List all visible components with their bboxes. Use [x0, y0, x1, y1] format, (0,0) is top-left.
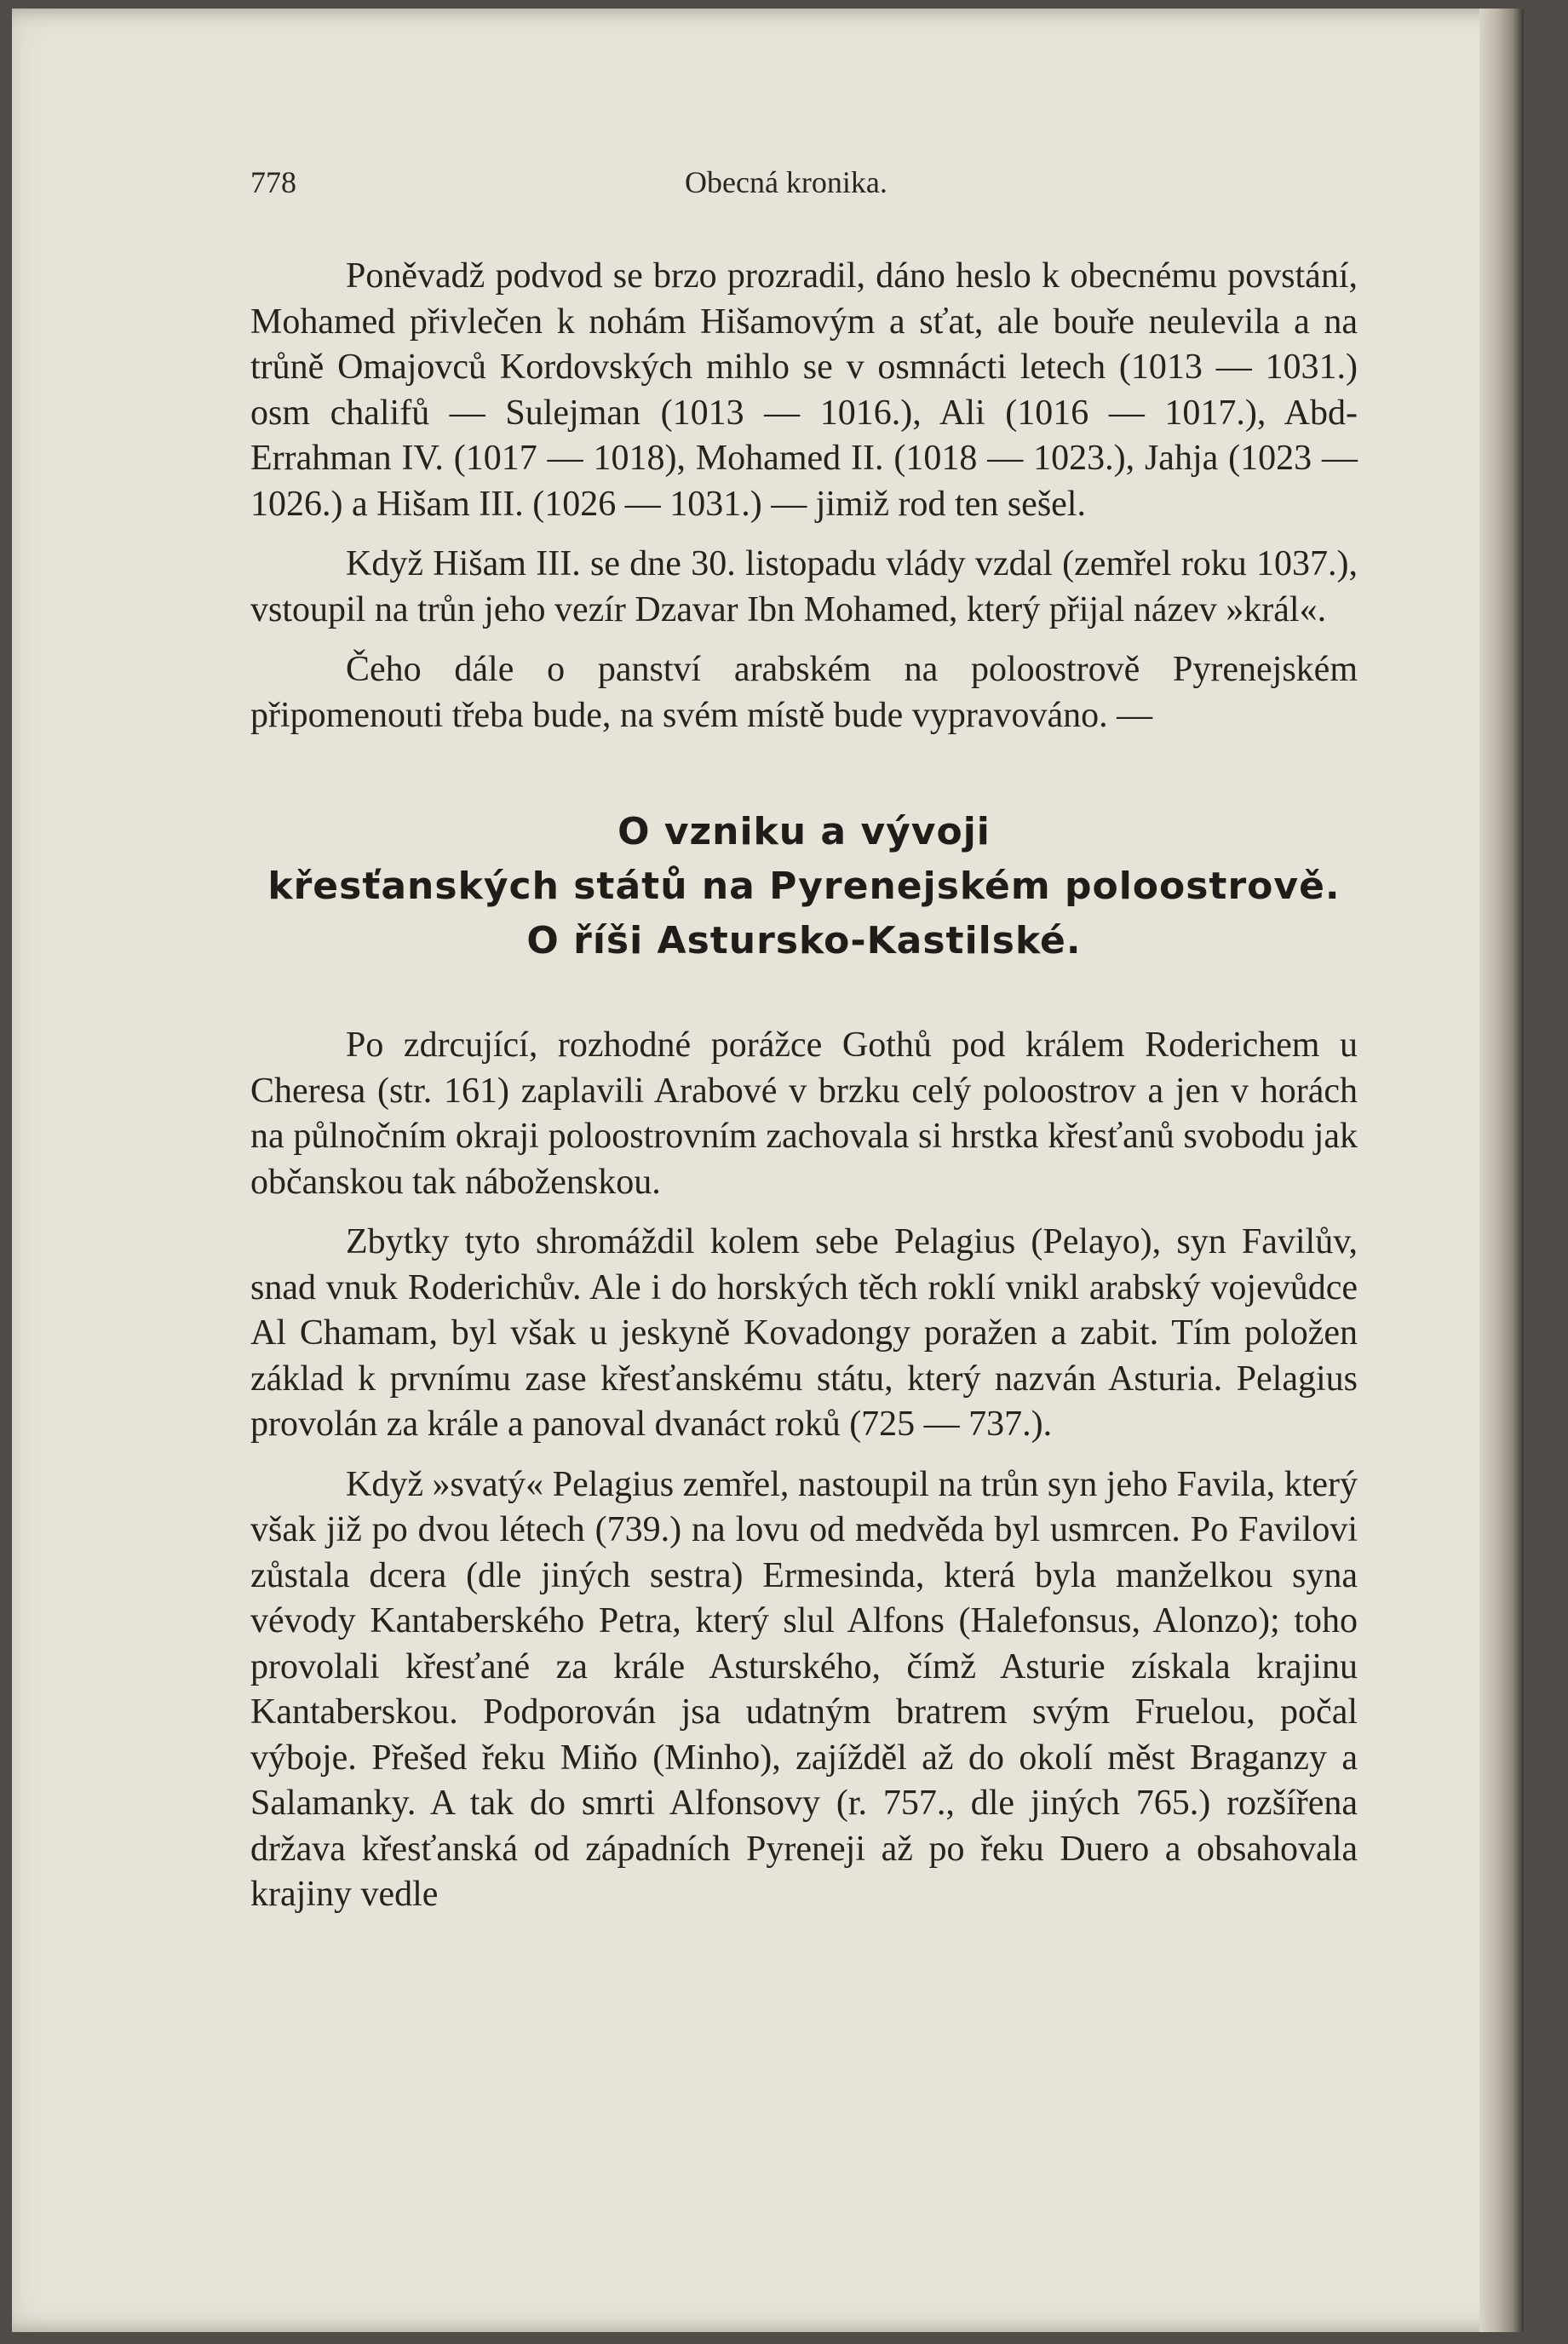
paragraph: Zbytky tyto shromáždil kolem sebe Pelagius (Pelayo), syn Favilův, snad vnuk Roderichův. Ale i do horských těch roklí vnikl arabský vojevůdce Al Chamam, byl však u jeskyně Kovadongy poražen a zabit. Tím položen základ k prvnímu zase křesťanskému státu, který nazván Asturia. Pelagius provolán za krále a panoval dvanáct roků (725 — 737.).: [250, 1222, 1358, 1444]
heading-line-3: O říši Astursko-Kastilské.: [526, 919, 1082, 962]
page-body: [250, 254, 1358, 1933]
book-page: [12, 9, 1524, 2332]
section-heading: [250, 805, 1358, 968]
heading-line-1: O vzniku a vývoji: [617, 810, 991, 853]
page-spine-shadow: [1479, 9, 1524, 2332]
running-header: [240, 164, 922, 207]
running-title: Obecná kronika.: [685, 165, 887, 199]
paragraph: Po zdrcující, rozhodné porážce Gothů pod králem Roderichem u Cheresa (str. 161) zaplavili Arabové v brzku celý poloostrov a jen v horách na půlnočním okraji poloostrovním zachovala si hrstka křesťanů svobodu jak občanskou tak náboženskou.: [250, 1026, 1358, 1202]
paragraph: Poněvadž podvod se brzo prozradil, dáno heslo k obecnému povstání, Mohamed přivlečen k nohám Hišamovým a sťat, ale bouře neulevila a na trůně Omajovců Kordovských mihlo se v osmnácti letech (1013 — 1031.) osm chalifů — Sulejman (1013 — 1016.), Ali (1016 — 1017.), Abd-Errahman IV. (1017 — 1018), Mohamed II. (1018 — 1023.), Jahja (1023 — 1026.) a Hišam III. (1026 — 1031.) — jimiž rod ten sešel.: [250, 256, 1358, 524]
heading-line-2: křesťanských států na Pyrenejském poloostrově.: [267, 865, 1341, 908]
paragraph: Když »svatý« Pelagius zemřel, nastoupil na trůn syn jeho Favila, který však již po dvou létech (739.) na lovu od medvěda byl usmrcen. Po Favilovi zůstala dcera (dle jiných sestra) Ermesinda, která byla manželkou syna vévody Kantaberského Petra, který slul Alfons (Halefonsus, Alonzo); toho provolali křesťané za krále Asturského, čímž Asturie získala krajinu Kantaberskou. Podporován jsa udatným bratrem svým Fruelou, počal výboje. Přešed řeku Miňo (Minho), zajížděl až do okolí měst Braganzy a Salamanky. A tak do smrti Alfonsovy (r. 757., dle jiných 765.) rozšířena država křesťanská od západních Pyreneji až po řeku Duero a obsahovala krajiny vedle: [250, 1464, 1358, 1914]
paragraph: Když Hišam III. se dne 30. listopadu vlády vzdal (zemřel roku 1037.), vstoupil na trůn jeho vezír Dzavar Ibn Mohamed, který přijal název »král«.: [250, 544, 1358, 629]
paragraph: Čeho dále o panství arabském na poloostrově Pyrenejském připomenouti třeba bude, na svém místě bude vypravováno. —: [250, 650, 1358, 735]
page-number: 778: [250, 165, 296, 199]
